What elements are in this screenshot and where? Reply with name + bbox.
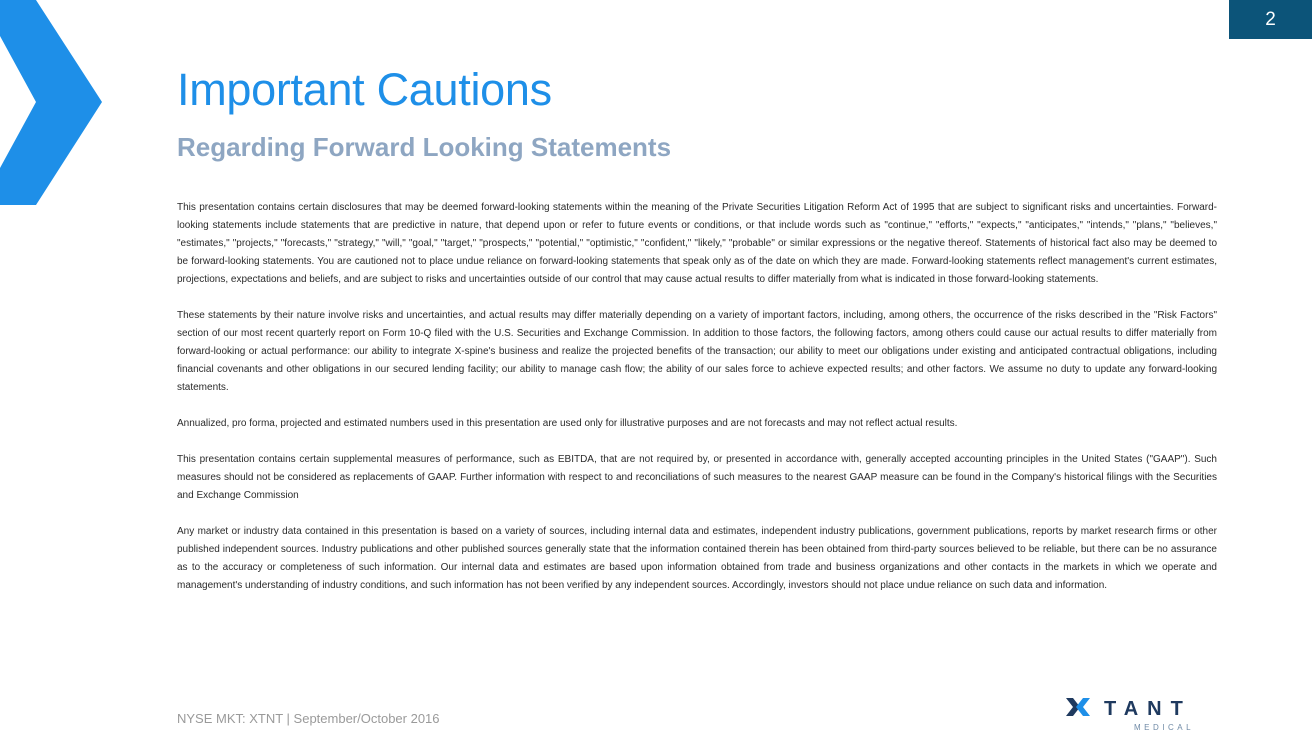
page-title: Important Cautions xyxy=(177,64,552,115)
xtant-medical-logo xyxy=(1062,694,1232,734)
paragraph-forward-looking: This presentation contains certain disclosures that may be deemed forward-looking statements within the meaning of the Private Securities Litigation Reform Act of 1995 that are subject to significant risks and uncertainties. Forward-looking statements include statements that are predictive in nature, that depend upon or refer to future events or conditions, or that include words such as "continue," "efforts," "expects," "anticipates," "intends," "plans," "believes," "estimates," "projects," "forecasts," "strategy," "will," "goal," "target," "prospects," "potential," "optimistic," "confident," "likely," "probable" or similar expressions or the negative thereof. Statements of historical fact also may be deemed to be forward-looking statements. You are cautioned not to place undue reliance on forward-looking statements that speak only as of the date on which they are made. Forward-looking statements reflect management's current estimates, projections, expectations and beliefs, and are subject to risks and uncertainties outside of our control that may cause actual results to differ materially from what is indicated in those forward-looking statements. xyxy=(177,202,1217,285)
footer-ticker-date: NYSE MKT: XTNT | September/October 2016 xyxy=(177,711,440,726)
xtant-x-icon xyxy=(1066,698,1090,716)
paragraph-annualized: Annualized, pro forma, projected and estimated numbers used in this presentation are used only for illustrative purposes and are not forecasts and may not reflect actual results. xyxy=(177,418,958,429)
page-subtitle: Regarding Forward Looking Statements xyxy=(177,132,672,162)
disclaimer-body xyxy=(177,199,1217,613)
logo-wordmark: TANT xyxy=(1104,698,1192,720)
page-number-badge: 2 xyxy=(1229,0,1312,39)
chevron-arrow-icon xyxy=(0,0,110,210)
logo-tagline: MEDICAL xyxy=(1134,723,1195,732)
paragraph-gaap: This presentation contains certain supplemental measures of performance, such as EBITDA, that are not required by, or presented in accordance with, generally accepted accounting principles in the United States ("GAAP"). Such measures should not be considered as replacements of GAAP. Further information with respect to and reconciliations of such measures to the nearest GAAP measure can be found in the Company's historical filings with the Securities and Exchange Commission xyxy=(177,454,1217,501)
paragraph-market-data: Any market or industry data contained in this presentation is based on a variety of sources, including internal data and estimates, independent industry publications, government publications, reports by market research firms or other published independent sources. Industry publications and other published sources generally state that the information contained therein has been obtained from third-party sources believed to be reliable, but there can be no assurance as to the accuracy or completeness of such information. Our internal data and estimates are based upon information obtained from trade and business organizations and other contacts in the markets in which we operate and management's understanding of industry conditions, and such information has not been verified by any independent sources. Accordingly, investors should not place undue reliance on such data and information. xyxy=(177,526,1217,591)
paragraph-risks: These statements by their nature involve risks and uncertainties, and actual results may differ materially depending on a variety of important factors, including, among others, the occurrence of the risks described in the "Risk Factors" section of our most recent quarterly report on Form 10-Q filed with the U.S. Securities and Exchange Commission. In addition to those factors, the following factors, among others could cause our actual results to differ materially from forward-looking or actual performance: our ability to integrate X-spine's business and realize the projected benefits of the transaction; our ability to meet our obligations under existing and anticipated contractual obligations, including financial covenants and other obligations in our secured lending facility; our ability to manage cash flow; the ability of our sales force to achieve expected results; and other factors. We assume no duty to update any forward-looking statements. xyxy=(177,310,1217,393)
